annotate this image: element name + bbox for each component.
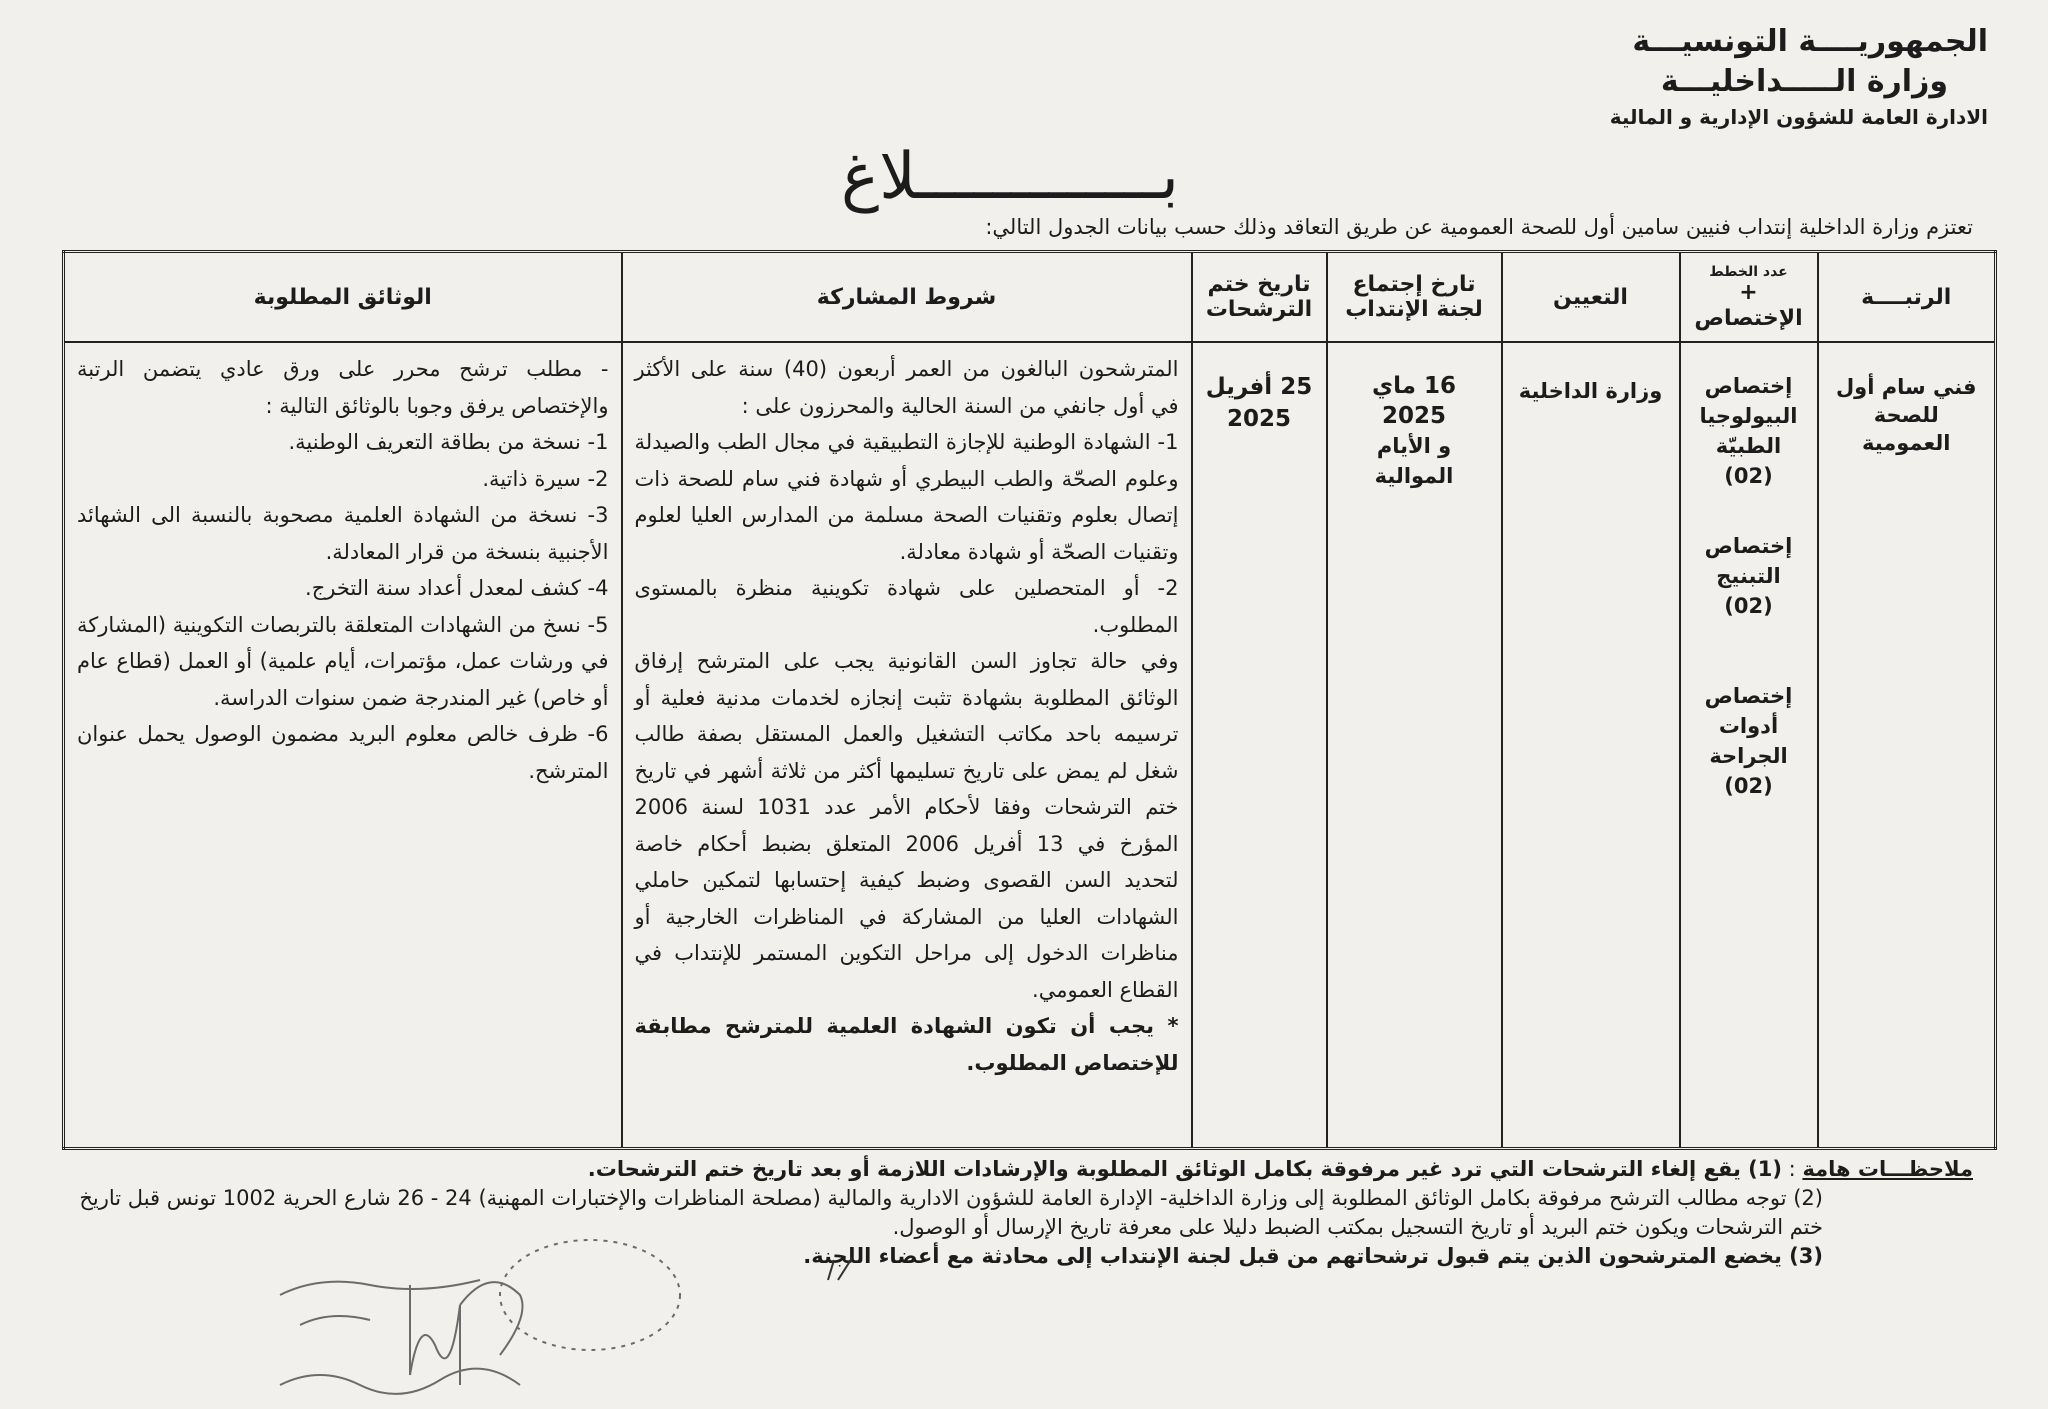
document-title: بـــــــــــــلاغ bbox=[841, 140, 1179, 214]
republic-name: الجمهوريــــة التونسيـــة bbox=[1632, 24, 1988, 59]
document-item: 5- نسخ من الشهادات المتعلقة بالتربصات التكوينية (المشاركة في ورشات عمل، مؤتمرات، أيام علمية) أو العمل (قطاع عام أو خاص) غير المندرجة ضمن سنوات الدراسة. bbox=[77, 612, 609, 710]
header-count-label: عدد الخطط bbox=[1709, 263, 1788, 280]
department-name: الادارة العامة للشؤون الإدارية و المالية bbox=[1609, 105, 1988, 129]
header-plus: + bbox=[1739, 279, 1758, 305]
condition-paragraph: المترشحون البالغون من العمر أربعون (40) سنة على الأكثر في أول جانفي من السنة الحالية والمحرزون على : bbox=[634, 357, 1179, 418]
specialty-count: (02) bbox=[1724, 594, 1773, 618]
committee-date-sub: و الأيام الموالية bbox=[1374, 434, 1454, 488]
header-conditions: شروط المشاركة bbox=[622, 252, 1192, 343]
specialty-count: (02) bbox=[1724, 774, 1773, 798]
header-specialty-label: الإختصاص bbox=[1694, 305, 1803, 331]
header-deadline: تاريخ ختم الترشحات bbox=[1192, 252, 1327, 343]
condition-paragraph: 2- أو المتحصلين على شهادة تكوينية منظرة بالمستوى المطلوب. bbox=[634, 576, 1179, 637]
document-item: 1- نسخة من بطاقة التعريف الوطنية. bbox=[288, 430, 609, 454]
document-item: 2- سيرة ذاتية. bbox=[482, 466, 609, 491]
specialty-name: إختصاص أدوات الجراحة bbox=[1704, 684, 1793, 768]
condition-note: * يجب أن تكون الشهادة العلمية للمترشح مطابقة للإختصاص المطلوب. bbox=[634, 1014, 1179, 1075]
note-item: (1) يقع إلغاء الترشحات التي ترد غير مرفوقة بكامل الوثائق المطلوبة والإرشادات اللازمة أو بعد تاريخ ختم الترشحات. bbox=[587, 1157, 1782, 1181]
cell-documents bbox=[64, 342, 622, 1149]
cell-committee-date bbox=[1327, 342, 1502, 1149]
cell-assignment: وزارة الداخلية bbox=[1502, 342, 1680, 1149]
document-item: 4- كشف لمعدل أعداد سنة التخرج. bbox=[305, 576, 609, 600]
cell-specialties bbox=[1680, 342, 1818, 1149]
specialty-biology bbox=[1693, 371, 1805, 491]
header-committee-date: تارخ إجتماع لجنة الإنتداب bbox=[1327, 252, 1502, 343]
condition-paragraph: 1- الشهادة الوطنية للإجازة التطبيقية في مجال الطب والصيدلة وعلوم الصحّة والطب البيطري أو شهادة فني سام للصحة ذات إتصال بعلوم وتقنيات الصحة مسلمة من المدارس العليا لعلوم وتقنيات الصحّة أو شهادة معادلة. bbox=[634, 430, 1179, 564]
header-rank: الرتبــــة bbox=[1818, 252, 1996, 343]
condition-paragraph: وفي حالة تجاوز السن القانونية يجب على المترشح إرفاق الوثائق المطلوبة بشهادة تثبت إنجازه لخدمات مدنية فعلية أو ترسيمه باحد مكاتب التشغيل والعمل المستقل بصفة طالب شغل لم يمض على تاريخ تسليمها أكثر من ثلاثة أشهر في تاريخ ختم الترشحات وفقا لأحكام الأمر عدد 1031 لسنة 2006 المؤرخ في 13 أفريل 2006 المتعلق بضبط أحكام خاصة لتحديد السن القصوى وضبط كيفية إحتسابها لتمكين حاملي الشهادات العليا من المشاركة في المناظرات الخارجية أو مناظرات الدخول إلى مراحل التكوين المستمر للإنتداب في القطاع العمومي. bbox=[634, 649, 1179, 1002]
specialty-name: إختصاص البيولوجيا الطبيّة bbox=[1699, 374, 1798, 458]
specialty-anesthesia bbox=[1693, 531, 1805, 621]
recruitment-table bbox=[62, 250, 1997, 1150]
committee-date-main: 16 ماي 2025 bbox=[1372, 373, 1456, 429]
official-stamp-signature bbox=[260, 1225, 700, 1405]
initials-mark bbox=[820, 1250, 860, 1290]
note-item: (3) يخضع المترشحون الذين يتم قبول ترشحاتهم من قبل لجنة الإنتداب إلى محادثة مع أعضاء اللجنة. bbox=[803, 1244, 1823, 1268]
table-row bbox=[64, 342, 1996, 1149]
header-assignment: التعيين bbox=[1502, 252, 1680, 343]
document-item: - مطلب ترشح محرر على ورق عادي يتضمن الرتبة والإختصاص يرفق وجوبا بالوثائق التالية : bbox=[77, 357, 609, 418]
header-documents: الوثائق المطلوبة bbox=[64, 252, 622, 343]
header-count-specialty bbox=[1680, 252, 1818, 343]
cell-deadline bbox=[1192, 342, 1327, 1149]
specialty-count: (02) bbox=[1724, 464, 1773, 488]
specialty-name: إختصاص التبنيج bbox=[1704, 534, 1793, 588]
deadline-year: 2025 bbox=[1226, 406, 1291, 432]
note-item: (2) توجه مطالب الترشح مرفوقة بكامل الوثائق المطلوبة إلى وزارة الداخلية- الإدارة العامة للشؤون الادارية والمالية (مصلحة المناظرات والإختبارات المهنية) 24 - 26 شارع الحرية 1002 تونس قبل تاريخ ختم الترشحات ويكون ختم البريد أو تاريخ التسجيل بمكتب الضبط دليلا على معرفة تاريخ الإرسال أو الوصول. bbox=[79, 1186, 1823, 1239]
note-line-1: ملاحظـــات هامة : (1) يقع إلغاء الترشحات التي ترد غير مرفوقة بكامل الوثائق المطلوبة والإرشادات اللازمة أو بعد تاريخ ختم الترشحات. bbox=[587, 1157, 1973, 1181]
deadline-day: 25 أفريل bbox=[1205, 374, 1313, 400]
specialty-surgical-instruments bbox=[1693, 681, 1805, 801]
cell-conditions bbox=[622, 342, 1192, 1149]
intro-text: تعتزم وزارة الداخلية إنتداب فنيين سامين أول للصحة العمومية عن طريق التعاقد وذلك حسب بيانات الجدول التالي: bbox=[985, 215, 1973, 239]
table-header-row bbox=[64, 252, 1996, 343]
document-item: 3- نسخة من الشهادة العلمية مصحوبة بالنسبة الى الشهائد الأجنبية بنسخة من قرار المعادلة. bbox=[77, 503, 609, 564]
cell-rank: فني سام أول للصحة العمومية bbox=[1818, 342, 1996, 1149]
document-item: 6- ظرف خالص معلوم البريد مضمون الوصول يحمل عنوان المترشح. bbox=[77, 722, 609, 783]
notes-title: ملاحظـــات هامة bbox=[1802, 1157, 1973, 1181]
ministry-name: وزارة الـــــداخليـــة bbox=[1660, 64, 1948, 99]
letterhead bbox=[1610, 22, 1988, 132]
